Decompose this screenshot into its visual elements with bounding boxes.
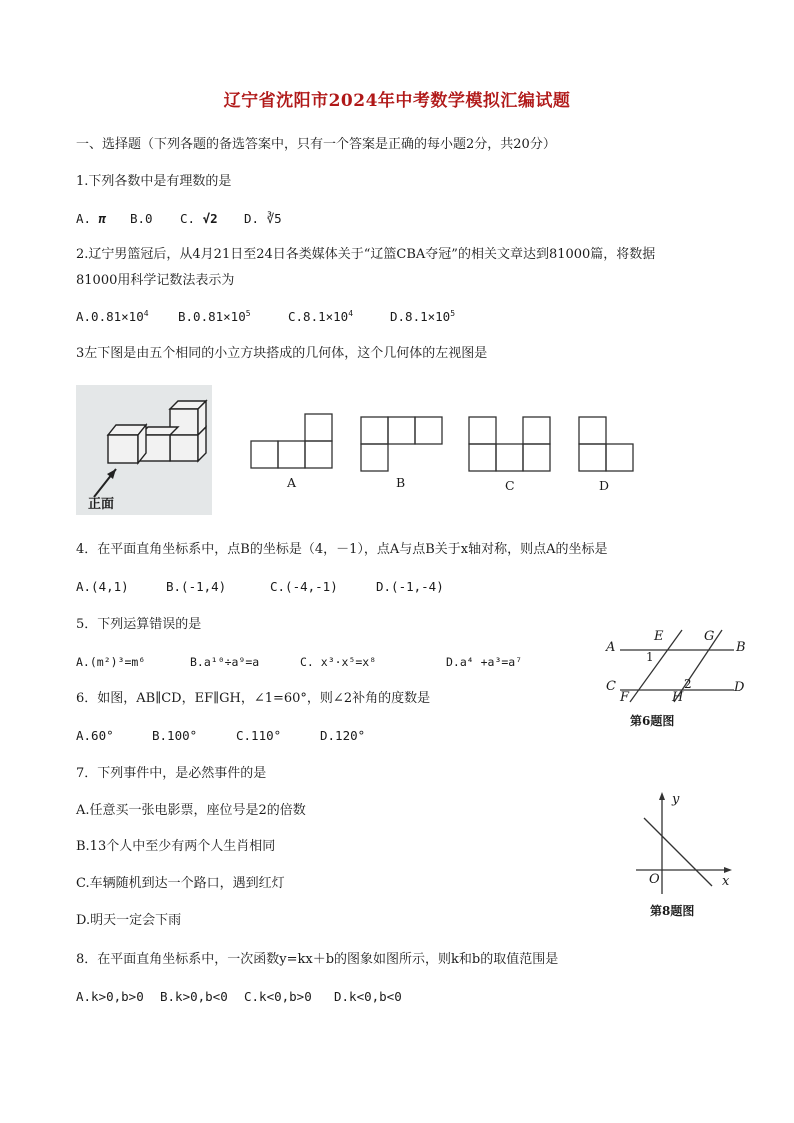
front-label: 正面	[88, 497, 115, 512]
q2-option-c: $C.8.1\times 10^4$	[288, 308, 354, 324]
q3-label-d: D	[599, 478, 610, 493]
q1-stem: 1.下列各数中是有理数的是	[76, 174, 232, 189]
q7-option-c: C.车辆随机到达一个路口，遇到红灯	[76, 876, 285, 891]
q8-figure-caption: 第8题图	[650, 904, 695, 918]
exam-title: 辽宁省沈阳市2024年中考数学模拟汇编试题	[223, 91, 571, 111]
q2-option-a: $A.0.81\times 10^4$	[76, 308, 149, 324]
q7-option-b: B.13个人中至少有两个人生肖相同	[76, 839, 276, 854]
label-angle-1: 1	[646, 650, 654, 664]
q1-option-d: D. ∛5	[244, 211, 282, 226]
label-A: A	[606, 640, 616, 655]
q4-option-d: D.(-1,-4)	[376, 579, 444, 594]
q6-option-d: D.120°	[320, 728, 366, 743]
label-D: D	[734, 680, 745, 695]
label-y-axis: y	[672, 792, 680, 807]
q6-figure-caption: 第6题图	[630, 714, 675, 728]
q7-option-d: D.明天一定会下雨	[76, 913, 182, 928]
q8-option-c: C.k<0,b>0	[244, 989, 312, 1004]
label-B: B	[736, 640, 746, 655]
q8-option-d: D.k<0,b<0	[334, 989, 402, 1004]
q2-option-b: $B.0.81\times 10^5$	[178, 308, 251, 324]
q4-stem: 4．在平面直角坐标系中，点B的坐标是（4，－1），点A与点B关于x轴对称，则点A的坐标是	[76, 542, 608, 557]
q8-option-b: B.k>0,b<0	[160, 989, 228, 1004]
q8-option-a: A.k>0,b>0	[76, 989, 144, 1004]
label-x-axis: x	[722, 874, 730, 889]
q3-stem: 3左下图是由五个相同的小立方块搭成的几何体，这个几何体的左视图是	[76, 346, 488, 361]
q6-figure	[604, 628, 744, 736]
q1-option-a: A. π	[76, 211, 107, 226]
label-C: C	[606, 679, 616, 694]
q5-option-c: C. x³·x⁵=x⁸	[300, 655, 377, 669]
q5-option-a: A.(m²)³=m⁶	[76, 655, 146, 669]
q6-option-c: C.110°	[236, 728, 282, 743]
q3-label-a: A	[287, 475, 297, 490]
q5-option-b: B.a¹⁰÷a⁹=a	[190, 655, 260, 669]
q2-stem-line1: 2.辽宁男篮冠后，从4月21日至24日各类媒体关于“辽篮CBA夺冠”的相关文章达到81000篇，将数据	[76, 247, 656, 262]
q6-stem: 6．如图，AB∥CD，EF∥GH，∠1=60°，则∠2补角的度数是	[76, 691, 431, 706]
label-angle-2: 2	[684, 677, 692, 691]
q1-option-c: C. √2	[180, 211, 218, 226]
label-F: F	[620, 690, 630, 705]
q2-option-d: $D.8.1\times 10^5$	[390, 308, 456, 324]
q1-option-b: B.0	[130, 211, 153, 226]
q3-label-b: B	[396, 475, 406, 490]
q3-label-c: C	[505, 478, 515, 493]
q7-stem: 7．下列事件中，是必然事件的是	[76, 766, 267, 781]
label-E: E	[654, 629, 664, 644]
q8-stem: 8．在平面直角坐标系中，一次函数y=kx＋b的图象如图所示，则k和b的取值范围是	[76, 952, 559, 967]
label-H: H	[672, 690, 684, 705]
label-G: G	[704, 629, 715, 644]
q6-option-b: B.100°	[152, 728, 198, 743]
q4-option-c: C.(-4,-1)	[270, 579, 338, 594]
q7-option-a: A.任意买一张电影票，座位号是2的倍数	[76, 803, 306, 818]
q3-solid-figure	[76, 385, 212, 515]
q2-stem-line2: 81000用科学记数法表示为	[76, 273, 235, 288]
q3-option-views	[245, 405, 645, 500]
q8-figure	[632, 790, 742, 920]
q4-option-a: A.(4,1)	[76, 579, 129, 594]
q5-option-d: D.a⁴ +a³=a⁷	[446, 655, 523, 669]
q6-option-a: A.60°	[76, 728, 114, 743]
label-origin: O	[649, 872, 660, 887]
q5-stem: 5．下列运算错误的是	[76, 617, 202, 632]
section-heading: 一、选择题（下列各题的备选答案中，只有一个答案是正确的每小题2分，共20分）	[76, 137, 556, 152]
q4-option-b: B.(-1,4)	[166, 579, 227, 594]
